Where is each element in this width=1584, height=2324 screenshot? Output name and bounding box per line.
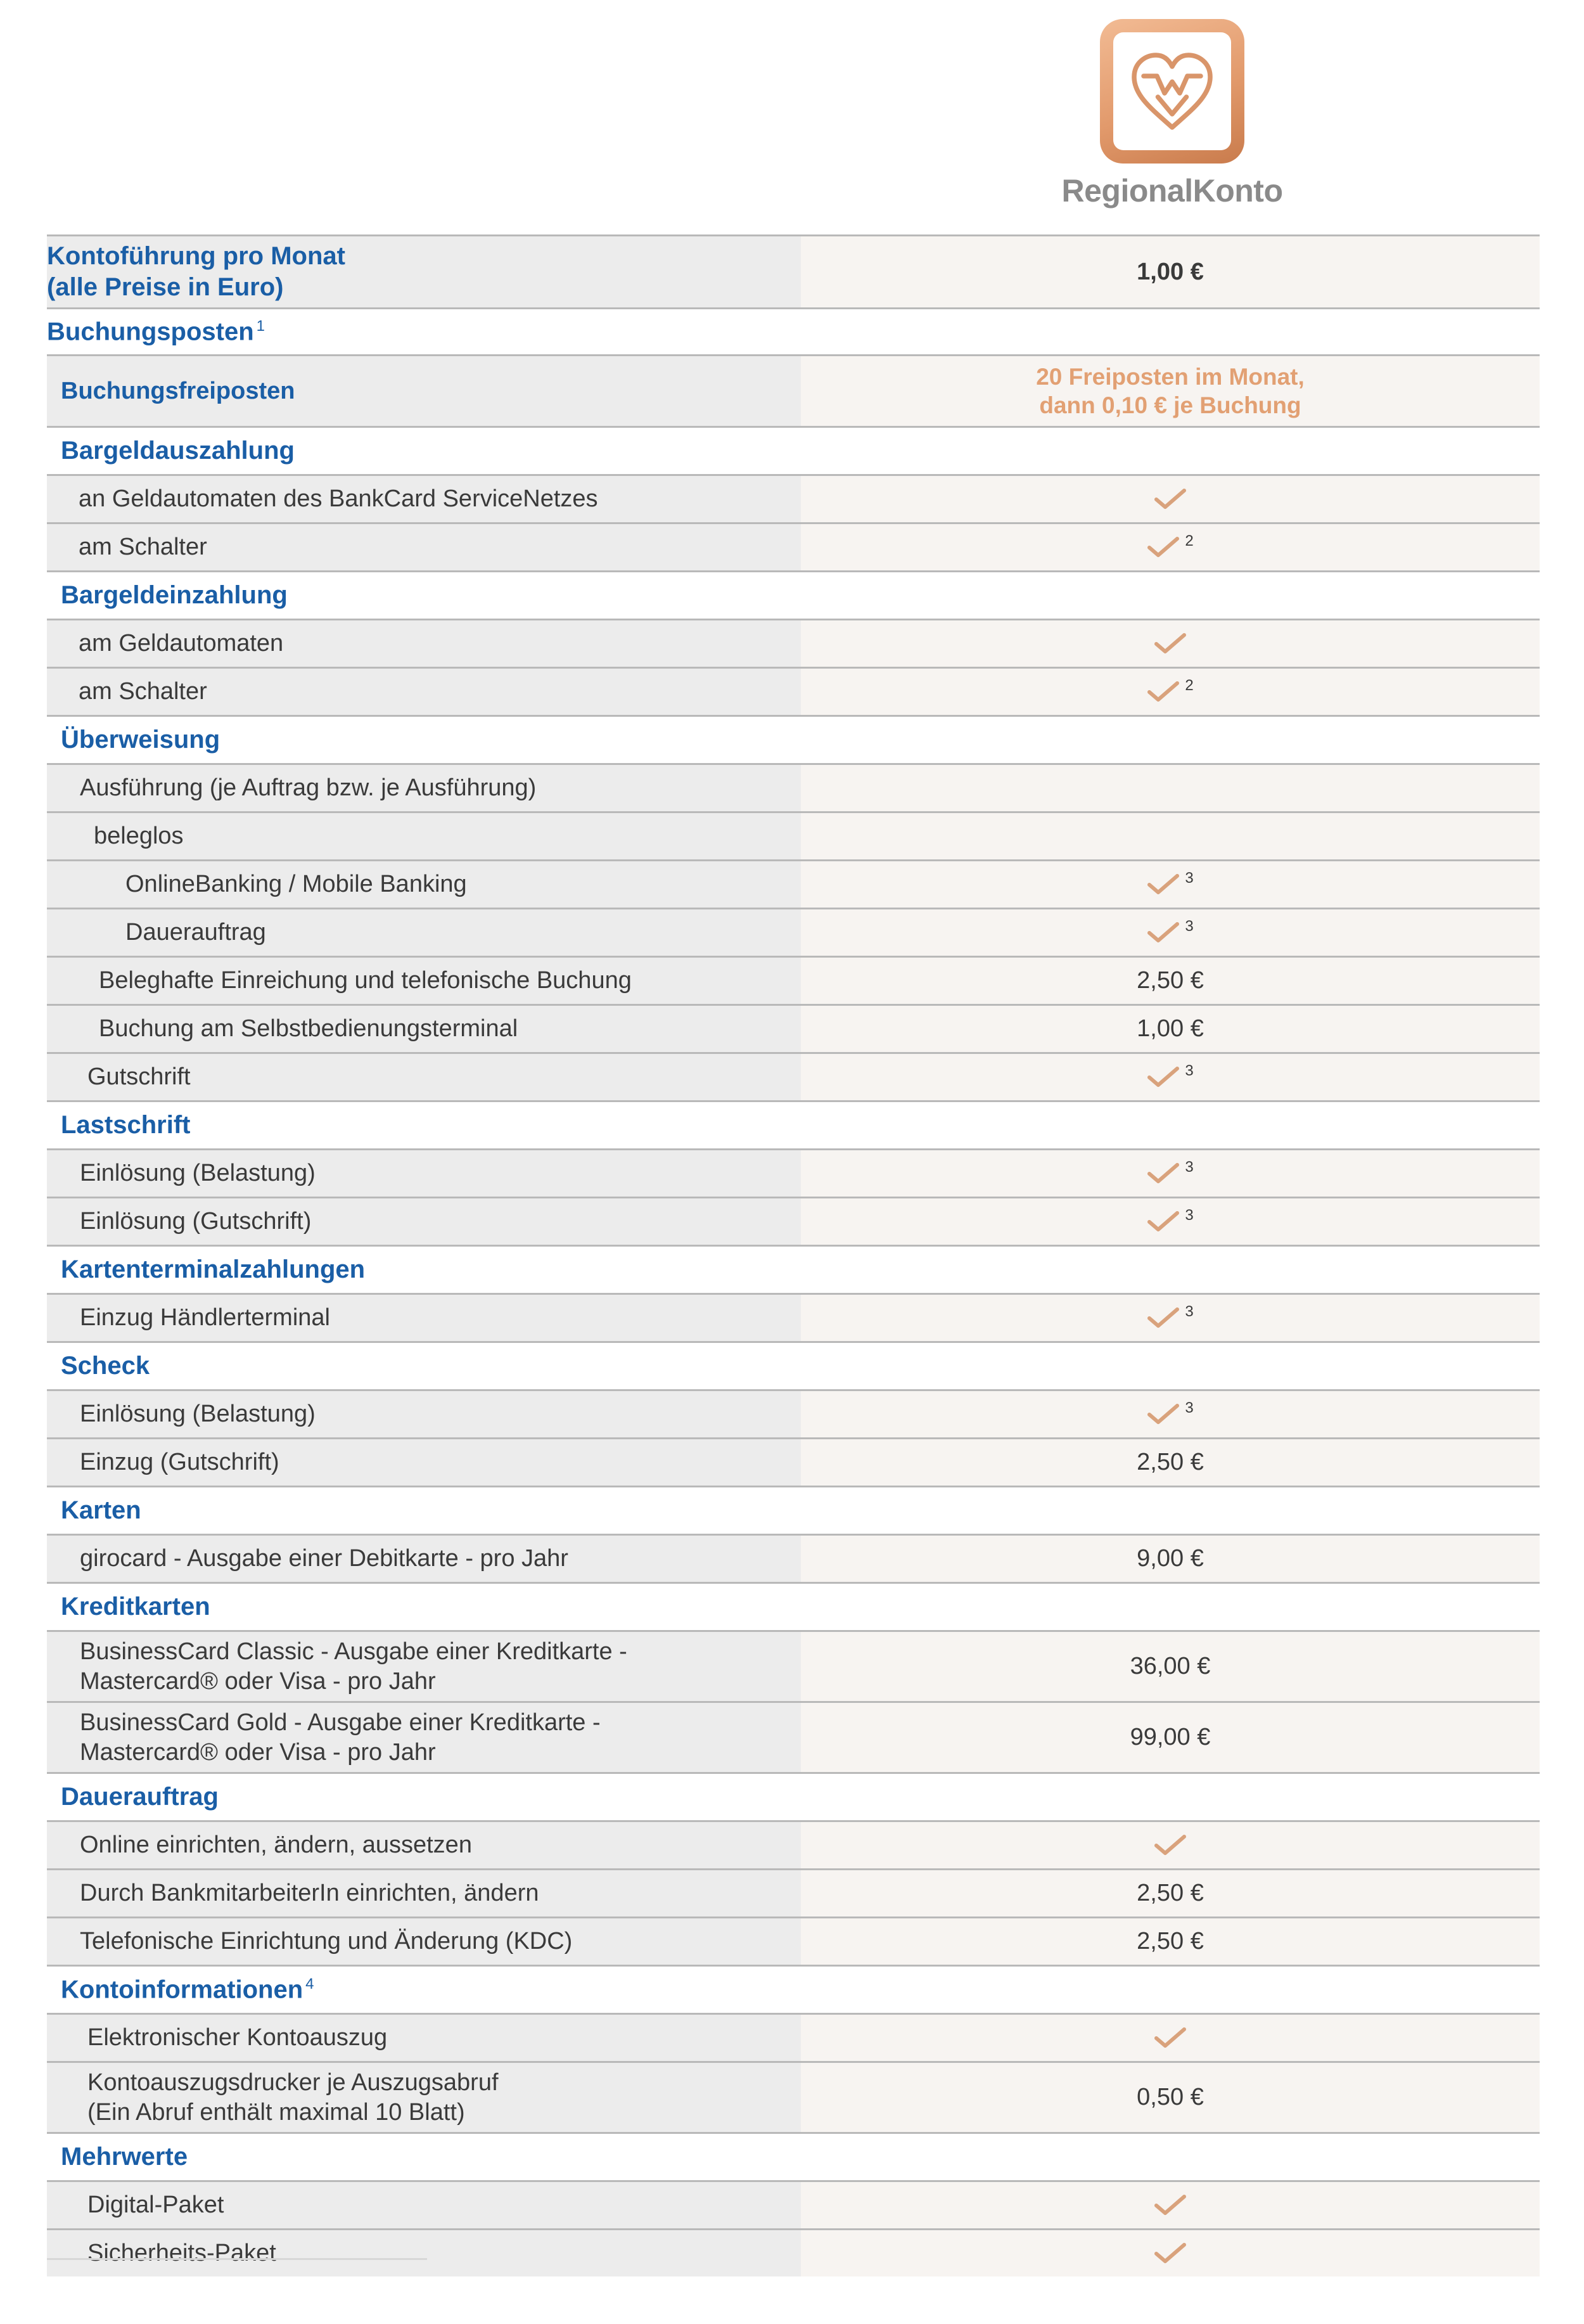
row-label: Gutschrift: [47, 1054, 801, 1100]
row-label: Einlösung (Belastung): [47, 1391, 801, 1437]
row-label: am Schalter: [47, 524, 801, 570]
table-row: [47, 1820, 1540, 1868]
row-label: Ausführung (je Auftrag bzw. je Ausführung): [47, 765, 801, 811]
table-row: [47, 2180, 1540, 2228]
row-label: Digital-Paket: [47, 2182, 801, 2228]
buchungsfreiposten-label: Buchungsfreiposten: [61, 377, 295, 404]
row-label: Einlösung (Gutschrift): [47, 1198, 801, 1245]
kontoinformationen-title: Kontoinformationen $^4$: [61, 1975, 314, 2004]
row-label: OnlineBanking / Mobile Banking: [47, 861, 801, 908]
table-row: [47, 1052, 1540, 1100]
lastschrift-title: Lastschrift: [61, 1111, 191, 1139]
karten-title: Karten: [61, 1496, 141, 1524]
kontofuehrung-value: 1,00 €: [801, 236, 1540, 307]
row-value: 36,00 €: [801, 1632, 1540, 1701]
table-row: [47, 956, 1540, 1004]
check-icon: 3: [1147, 1403, 1193, 1426]
logo-name: RegionalKonto: [1061, 173, 1283, 209]
section-scheck: [47, 1341, 1540, 1389]
row-value: 1,00 €: [801, 1006, 1540, 1052]
bottom-divider: [47, 2258, 427, 2260]
table-row: [47, 1437, 1540, 1486]
table-row: [47, 522, 1540, 570]
table-row: [47, 474, 1540, 522]
table-row: [47, 2228, 1540, 2276]
logo-frame: [1100, 19, 1244, 164]
buchungsfreiposten-value: 20 Freiposten im Monat, dann 0,10 € je Buchung: [1036, 363, 1305, 418]
row-value: 2,50 €: [801, 1918, 1540, 1965]
row-label: Einzug (Gutschrift): [47, 1439, 801, 1486]
check-icon: [1154, 2242, 1187, 2265]
row-value: 0,50 €: [801, 2063, 1540, 2132]
row-label: an Geldautomaten des BankCard ServiceNetzes: [47, 476, 801, 522]
row-label: Online einrichten, ändern, aussetzen: [47, 1822, 801, 1868]
section-kontoinformationen: [47, 1965, 1540, 2013]
check-icon: [1154, 488, 1187, 511]
regionalkonto-logo: [1045, 19, 1299, 209]
logo-inner: [1113, 32, 1231, 150]
mehrwerte-title: Mehrwerte: [61, 2143, 188, 2171]
check-icon: 3: [1147, 1066, 1193, 1089]
table-row: [47, 1630, 1540, 1701]
buchungsposten-title: Buchungsposten $^1$: [47, 317, 265, 346]
row-label: Sicherheits-Paket: [47, 2230, 801, 2276]
table-row: [47, 859, 1540, 908]
check-icon: [1154, 632, 1187, 655]
check-icon: 3: [1147, 873, 1193, 896]
ueberweisung-title: Überweisung: [61, 726, 220, 754]
check-icon: [1154, 1834, 1187, 1857]
row-label: am Schalter: [47, 669, 801, 715]
table-row: [47, 1534, 1540, 1582]
table-row: [47, 1148, 1540, 1197]
section-lastschrift: [47, 1100, 1540, 1148]
section-bargeldauszahlung: [47, 426, 1540, 474]
row-label: beleglos: [47, 813, 801, 859]
row-label: Elektronischer Kontoauszug: [47, 2015, 801, 2061]
table-row: [47, 1916, 1540, 1965]
row-label: Einlösung (Belastung): [47, 1150, 801, 1197]
section-mehrwerte: [47, 2132, 1540, 2180]
row-label: Telefonische Einrichtung und Änderung (KDC): [47, 1918, 801, 1965]
section-dauerauftrag: [47, 1772, 1540, 1820]
section-kartenterminal: [47, 1245, 1540, 1293]
table-row: [47, 2061, 1540, 2132]
row-label: Buchung am Selbstbedienungsterminal: [47, 1006, 801, 1052]
table-row: [47, 1197, 1540, 1245]
table-row: [47, 811, 1540, 859]
table-row: [47, 908, 1540, 956]
check-icon: 2: [1147, 536, 1193, 559]
check-icon: [1154, 2194, 1187, 2217]
row-value: 99,00 €: [801, 1703, 1540, 1772]
price-table: [47, 234, 1540, 2276]
section-kreditkarten: [47, 1582, 1540, 1630]
row-label: Dauerauftrag: [47, 909, 801, 956]
section-buchungsposten: [47, 307, 1540, 354]
check-icon: 3: [1147, 1162, 1193, 1185]
row-value: 2,50 €: [801, 1870, 1540, 1916]
kontofuehrung-label: Kontoführung pro Monat (alle Preise in Euro): [47, 242, 345, 301]
row-label: BusinessCard Classic - Ausgabe einer Kreditkarte - Mastercard® oder Visa - pro Jahr: [47, 1632, 801, 1701]
table-row: [47, 1293, 1540, 1341]
dauerauftrag-title: Dauerauftrag: [61, 1783, 219, 1811]
table-row: [47, 1389, 1540, 1437]
row-label: Beleghafte Einreichung und telefonische Buchung: [47, 958, 801, 1004]
table-row: [47, 1004, 1540, 1052]
row-buchungsfreiposten: [47, 354, 1540, 426]
heart-hands-icon: [1125, 44, 1220, 139]
row-label: Durch BankmitarbeiterIn einrichten, ändern: [47, 1870, 801, 1916]
table-row: [47, 1868, 1540, 1916]
row-value: 2,50 €: [801, 958, 1540, 1004]
row-label: BusinessCard Gold - Ausgabe einer Kreditkarte - Mastercard® oder Visa - pro Jahr: [47, 1703, 801, 1772]
kartenterminal-title: Kartenterminalzahlungen: [61, 1255, 366, 1283]
section-bargeldeinzahlung: [47, 570, 1540, 619]
section-karten: [47, 1486, 1540, 1534]
scheck-title: Scheck: [61, 1352, 150, 1380]
bargeldauszahlung-title: Bargeldauszahlung: [61, 437, 295, 465]
check-icon: 3: [1147, 1210, 1193, 1233]
row-label: girocard - Ausgabe einer Debitkarte - pro Jahr: [47, 1536, 801, 1582]
row-value: 9,00 €: [801, 1536, 1540, 1582]
row-value: 2,50 €: [801, 1439, 1540, 1486]
check-icon: 3: [1147, 1307, 1193, 1330]
row-label: Kontoauszugsdrucker je Auszugsabruf (Ein Abruf enthält maximal 10 Blatt): [47, 2063, 801, 2132]
row-kontofuehrung: [47, 234, 1540, 307]
table-row: [47, 667, 1540, 715]
section-ueberweisung: [47, 715, 1540, 763]
table-row: [47, 1701, 1540, 1772]
row-label: Einzug Händlerterminal: [47, 1295, 801, 1341]
table-row: [47, 763, 1540, 811]
table-row: [47, 619, 1540, 667]
kreditkarten-title: Kreditkarten: [61, 1593, 210, 1621]
bargeldeinzahlung-title: Bargeldeinzahlung: [61, 581, 288, 609]
check-icon: [1154, 2027, 1187, 2050]
check-icon: 2: [1147, 681, 1193, 703]
row-label: am Geldautomaten: [47, 620, 801, 667]
check-icon: 3: [1147, 921, 1193, 944]
table-row: [47, 2013, 1540, 2061]
